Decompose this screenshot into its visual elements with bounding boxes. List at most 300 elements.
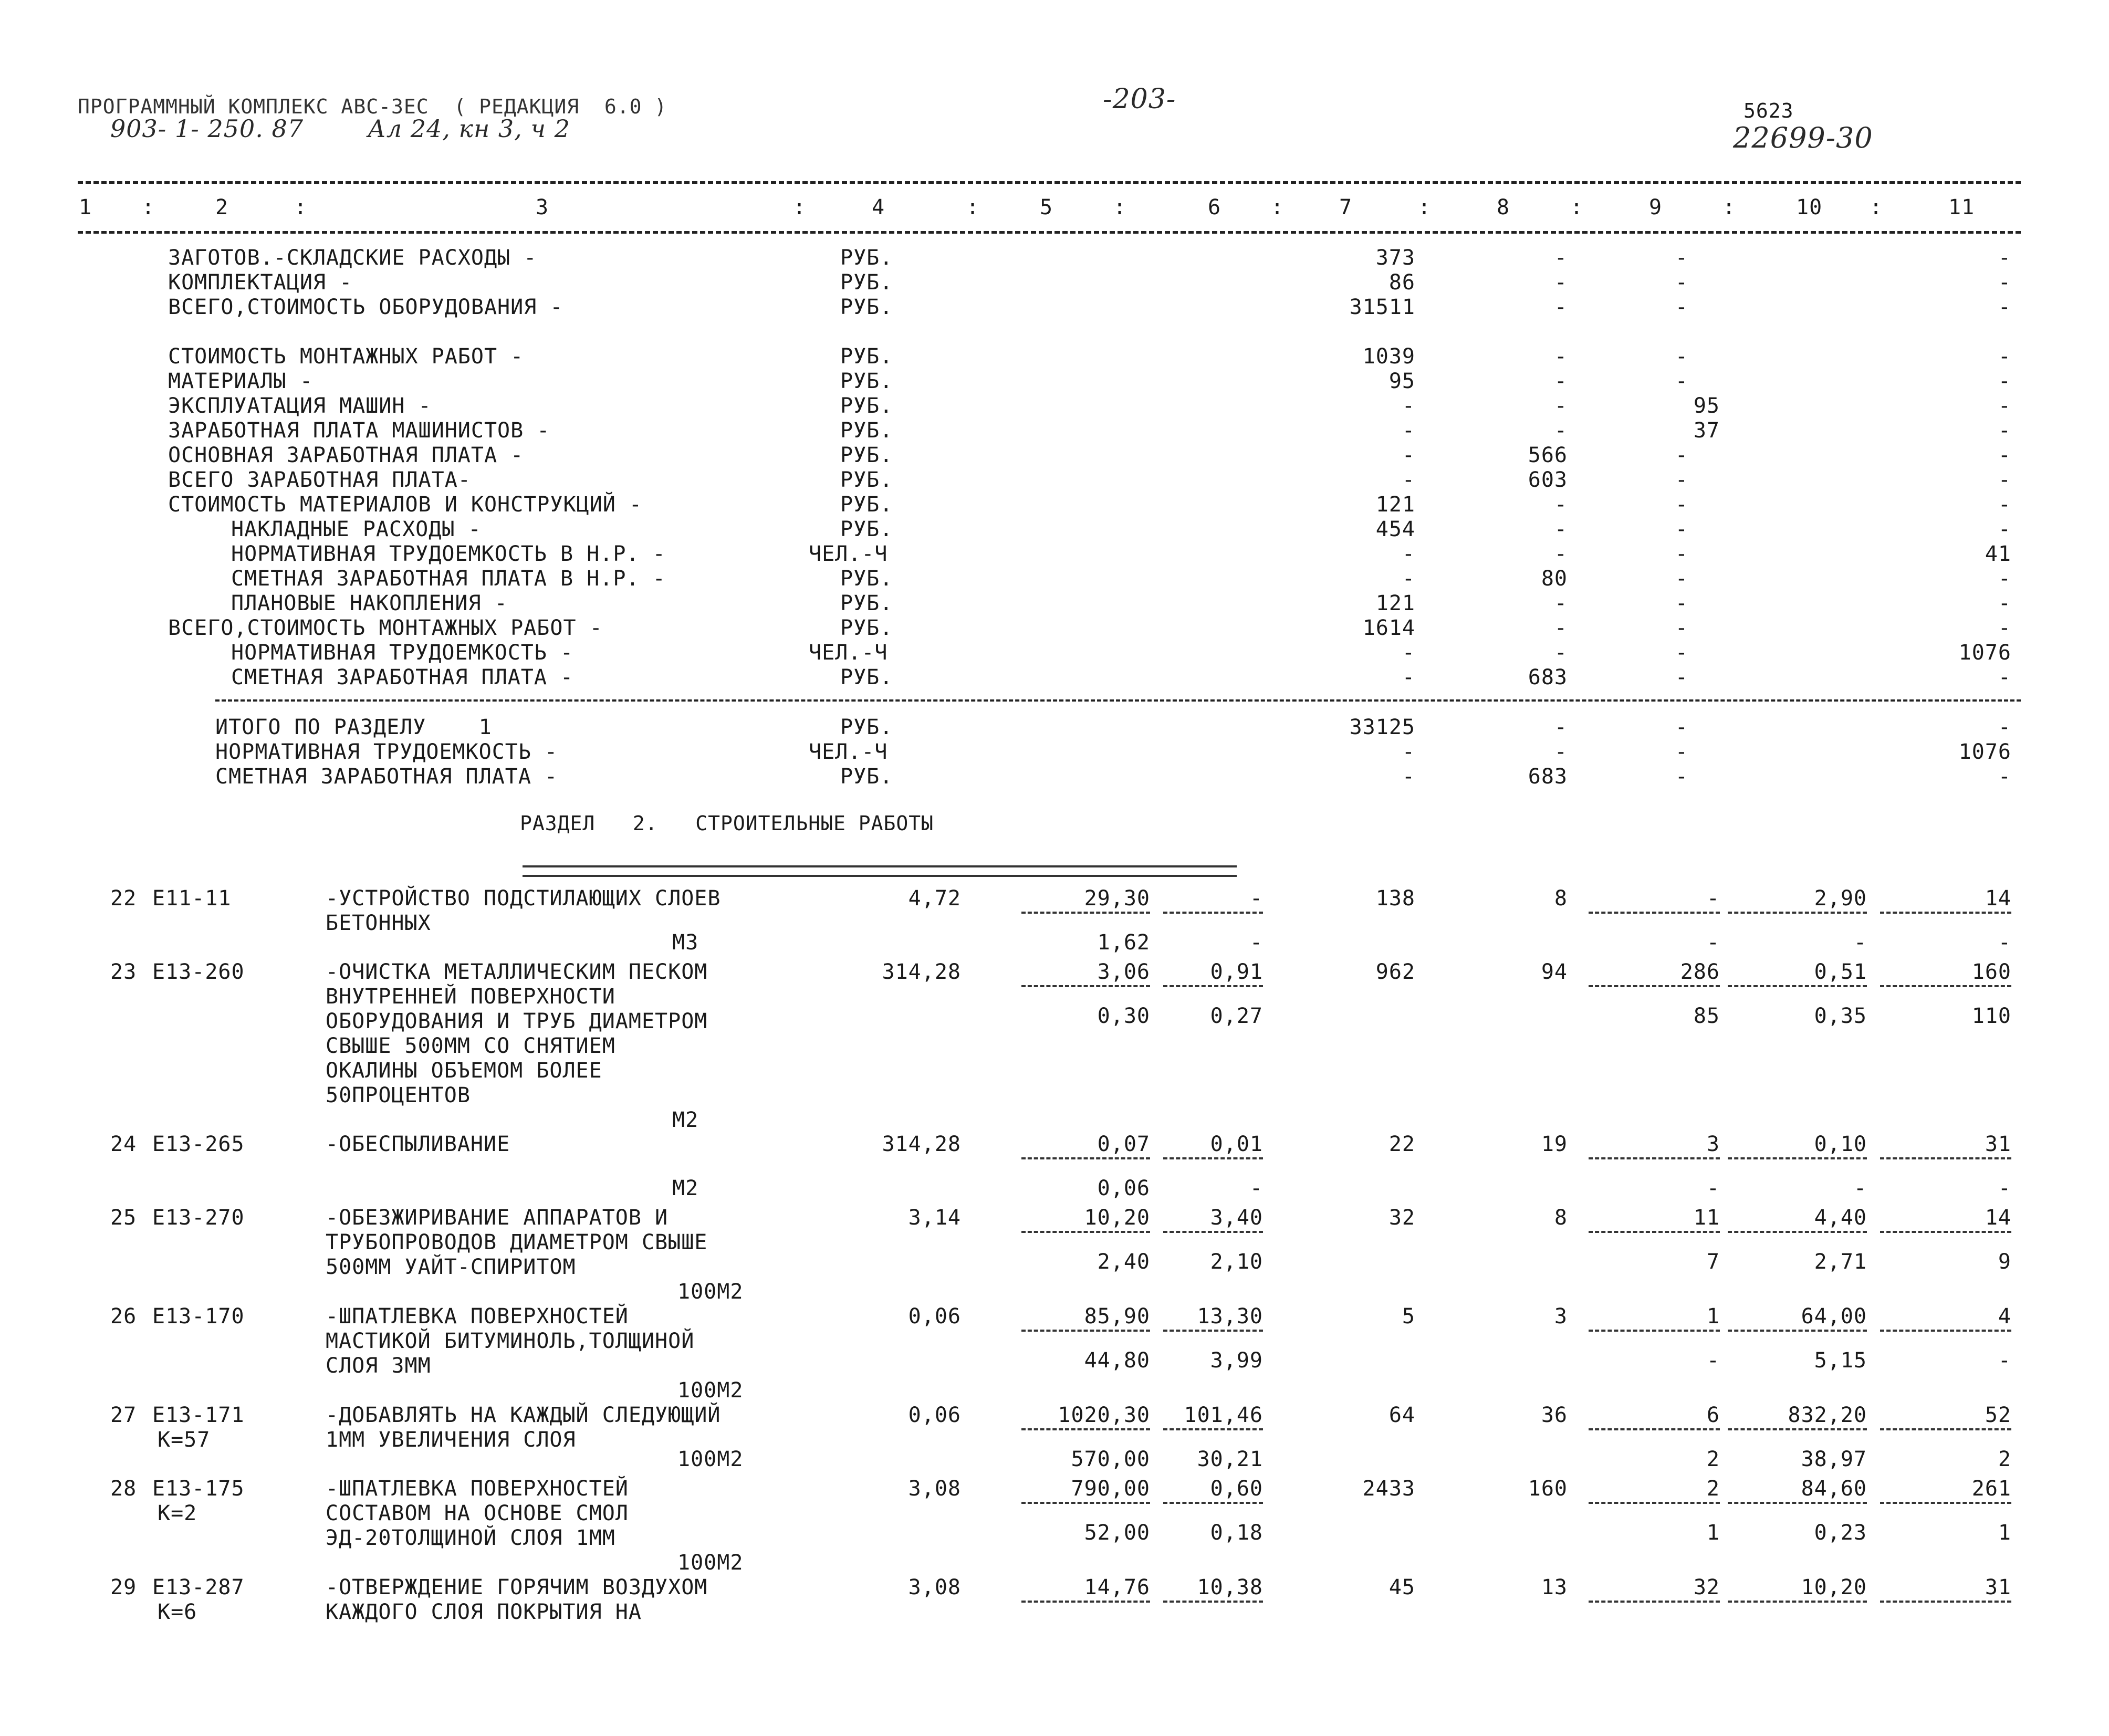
item-cell-c9-second: - (1706, 930, 1720, 955)
totals-cell-c7: 33125 (1349, 715, 1415, 739)
summary-row-unit: ЧЕЛ.-Ч (809, 641, 888, 665)
item-description-line: БЕТОННЫХ (326, 911, 431, 935)
item-cell-c10-second: 5,15 (1814, 1348, 1867, 1373)
summary-cell-c11: 1076 (1958, 641, 2011, 665)
item-subrule-c5 (1021, 985, 1150, 987)
item-cell-c6-second: 3,99 (1210, 1348, 1263, 1373)
item-cell-c10-second: - (1853, 930, 1867, 955)
item-subrule-c11 (1880, 1502, 2011, 1504)
summary-cell-c8: 566 (1528, 443, 1568, 467)
item-description-line: -ОЧИСТКА МЕТАЛЛИЧЕСКИМ ПЕСКОМ (326, 960, 708, 984)
item-cell-c6: 13,30 (1197, 1304, 1263, 1329)
item-subrule-c11 (1880, 1157, 2011, 1159)
summary-cell-c7: - (1402, 641, 1415, 665)
item-subrule-c5 (1021, 1157, 1150, 1159)
summary-row-label: ЗАГОТОВ.-СКЛАДСКИЕ РАСХОДЫ - (168, 246, 537, 270)
summary-row-label: НАКЛАДНЫЕ РАСХОДЫ - (231, 517, 482, 541)
item-cell-c6: 0,91 (1210, 960, 1263, 984)
item-subrule-c6 (1163, 985, 1263, 987)
column-header: 2 (215, 195, 229, 219)
item-cell-c11: 14 (1985, 1206, 2011, 1230)
item-unit: 100М2 (677, 1551, 744, 1575)
item-description-line: -ОБЕСПЫЛИВАНИЕ (326, 1132, 510, 1156)
item-cell-c10: 0,10 (1814, 1132, 1867, 1156)
item-cell-c6: 3,40 (1210, 1206, 1263, 1230)
summary-row-unit: РУБ. (840, 616, 893, 640)
totals-cell-c11: - (1998, 765, 2011, 789)
item-subrule-c9 (1589, 1428, 1720, 1430)
item-code: Е13-265 (152, 1132, 245, 1156)
item-cell-c5: 10,20 (1084, 1206, 1150, 1230)
code-top: 5623 (1743, 99, 1794, 122)
summary-cell-c11: - (1998, 419, 2011, 443)
item-cell-c11-second: 1 (1998, 1521, 2011, 1545)
item-unit: М2 (672, 1176, 699, 1200)
item-cell-c8: 13 (1541, 1575, 1568, 1599)
summary-row-unit: РУБ. (840, 246, 893, 270)
column-separator: : (966, 195, 980, 219)
totals-row-unit: ЧЕЛ.-Ч (809, 740, 888, 764)
item-cell-c9: - (1706, 886, 1720, 911)
summary-cell-c7: 373 (1375, 246, 1415, 270)
item-cell-c8: 36 (1541, 1403, 1568, 1427)
item-subrule-c9 (1589, 1601, 1720, 1603)
item-quantity: 3,14 (908, 1206, 961, 1230)
item-cell-c10: 2,90 (1814, 886, 1867, 911)
item-cell-c8: 8 (1554, 886, 1568, 911)
summary-cell-c7: - (1402, 419, 1415, 443)
item-description-line: -УСТРОЙСТВО ПОДСТИЛАЮЩИХ СЛОЕВ (326, 886, 721, 911)
summary-cell-c7: 1039 (1362, 344, 1415, 369)
summary-cell-c9: - (1675, 591, 1688, 615)
totals-row-label: НОРМАТИВНАЯ ТРУДОЕМКОСТЬ - (215, 740, 558, 764)
summary-cell-c9: 37 (1693, 419, 1720, 443)
item-coefficient: К=57 (158, 1428, 211, 1452)
totals-row-unit: РУБ. (840, 765, 893, 789)
summary-cell-c9: - (1675, 369, 1688, 393)
summary-cell-c7: 86 (1388, 270, 1415, 295)
column-header: 10 (1796, 195, 1823, 219)
item-cell-c9-second: 1 (1706, 1521, 1720, 1545)
item-number: 29 (110, 1575, 137, 1599)
item-cell-c5: 1020,30 (1058, 1403, 1150, 1427)
item-cell-c5-second: 1,62 (1097, 930, 1150, 955)
item-subrule-c5 (1021, 1330, 1150, 1332)
item-cell-c9-second: 2 (1706, 1447, 1720, 1471)
item-quantity: 314,28 (882, 1132, 961, 1156)
summary-cell-c9: - (1675, 246, 1688, 270)
item-quantity: 3,08 (908, 1477, 961, 1501)
item-cell-c5-second: 570,00 (1071, 1447, 1150, 1471)
summary-cell-c8: - (1554, 369, 1568, 393)
item-unit: 100М2 (677, 1447, 744, 1471)
item-description-line: -ШПАТЛЕВКА ПОВЕРХНОСТЕЙ (326, 1304, 629, 1329)
column-header: 8 (1497, 195, 1510, 219)
item-description-line: -ДОБАВЛЯТЬ НА КАЖДЫЙ СЛЕДУЮЩИЙ (326, 1403, 721, 1427)
summary-row-label: СМЕТНАЯ ЗАРАБОТНАЯ ПЛАТА - (231, 665, 574, 689)
item-cell-c6: 0,01 (1210, 1132, 1263, 1156)
item-subrule-c10 (1728, 1330, 1867, 1332)
totals-cell-c11: 1076 (1958, 740, 2011, 764)
item-subrule-c9 (1589, 985, 1720, 987)
item-subrule-c10 (1728, 1601, 1867, 1603)
summary-row-unit: РУБ. (840, 394, 893, 418)
item-number: 23 (110, 960, 137, 984)
item-subrule-c6 (1163, 1428, 1263, 1430)
item-subrule-c11 (1880, 912, 2011, 914)
item-cell-c8: 94 (1541, 960, 1568, 984)
summary-cell-c11: - (1998, 665, 2011, 689)
item-cell-c9-second: 7 (1706, 1250, 1720, 1274)
summary-cell-c7: - (1402, 542, 1415, 566)
page-number: -203- (1103, 83, 1176, 115)
item-unit: М3 (672, 930, 699, 955)
column-separator: : (1113, 195, 1127, 219)
summary-cell-c9: - (1675, 443, 1688, 467)
item-subrule-c11 (1880, 1330, 2011, 1332)
item-cell-c6: 0,60 (1210, 1477, 1263, 1501)
item-subrule-c5 (1021, 912, 1150, 914)
totals-cell-c8: 683 (1528, 765, 1568, 789)
item-cell-c5: 0,07 (1097, 1132, 1150, 1156)
item-number: 26 (110, 1304, 137, 1329)
item-cell-c11: 160 (1971, 960, 2011, 984)
summary-cell-c11: - (1998, 394, 2011, 418)
section-double-rule (523, 865, 1237, 877)
item-cell-c10: 0,51 (1814, 960, 1867, 984)
summary-row-unit: РУБ. (840, 270, 893, 295)
item-cell-c6-second: - (1249, 930, 1263, 955)
summary-row-unit: РУБ. (840, 369, 893, 393)
item-code: Е13-170 (152, 1304, 245, 1329)
item-description-line: СВЫШЕ 500ММ СО СНЯТИЕМ (326, 1034, 615, 1058)
item-cell-c6-second: 2,10 (1210, 1250, 1263, 1274)
item-cell-c5: 14,76 (1084, 1575, 1150, 1599)
item-description-line: 500ММ УАЙТ-СПИРИТОМ (326, 1255, 576, 1279)
item-subrule-c11 (1880, 1601, 2011, 1603)
summary-cell-c7: 121 (1375, 493, 1415, 517)
totals-cell-c9: - (1675, 740, 1688, 764)
summary-row-unit: РУБ. (840, 295, 893, 319)
summary-cell-c11: - (1998, 270, 2011, 295)
item-cell-c11-second: - (1998, 1348, 2011, 1373)
summary-cell-c11: - (1998, 493, 2011, 517)
totals-cell-c11: - (1998, 715, 2011, 739)
item-subrule-c6 (1163, 1330, 1263, 1332)
summary-row-label: ПЛАНОВЫЕ НАКОПЛЕНИЯ - (231, 591, 508, 615)
summary-row-unit: РУБ. (840, 591, 893, 615)
program-header: ПРОГРАММНЫЙ КОМПЛЕКС АВС-ЗЕС ( РЕДАКЦИЯ 6.0 ) (78, 95, 667, 118)
item-description-line: ВНУТРЕННЕЙ ПОВЕРХНОСТИ (326, 985, 615, 1009)
item-cell-c9-second: - (1706, 1176, 1720, 1200)
item-code: Е13-287 (152, 1575, 245, 1599)
project-number: 903- 1- 250. 87 (110, 114, 304, 143)
item-description-line: 50ПРОЦЕНТОВ (326, 1083, 471, 1107)
column-header: 4 (872, 195, 885, 219)
summary-cell-c8: 80 (1541, 567, 1568, 591)
summary-row-unit: РУБ. (840, 443, 893, 467)
item-quantity: 4,72 (908, 886, 961, 911)
item-cell-c9: 286 (1680, 960, 1720, 984)
item-cell-c10-second: 38,97 (1801, 1447, 1867, 1471)
item-cell-c10: 4,40 (1814, 1206, 1867, 1230)
album-reference: Ал 24, кн 3, ч 2 (368, 114, 570, 143)
summary-cell-c11: - (1998, 443, 2011, 467)
item-cell-c7: 22 (1388, 1132, 1415, 1156)
column-separator: : (1418, 195, 1432, 219)
item-cell-c9: 1 (1706, 1304, 1720, 1329)
item-description-line: СЛОЯ 3ММ (326, 1354, 431, 1378)
item-cell-c6-second: 0,27 (1210, 1004, 1263, 1028)
summary-cell-c11: - (1998, 246, 2011, 270)
item-subrule-c6 (1163, 1601, 1263, 1603)
summary-cell-c8: - (1554, 394, 1568, 418)
summary-cell-c9: - (1675, 616, 1688, 640)
summary-row-label: ЗАРАБОТНАЯ ПЛАТА МАШИНИСТОВ - (168, 419, 550, 443)
item-description-line: МАСТИКОЙ БИТУМИНОЛЬ,ТОЛЩИНОЙ (326, 1329, 695, 1353)
item-cell-c11-second: - (1998, 930, 2011, 955)
item-subrule-c5 (1021, 1231, 1150, 1233)
summary-cell-c8: - (1554, 419, 1568, 443)
summary-row-label: ВСЕГО ЗАРАБОТНАЯ ПЛАТА- (168, 468, 471, 492)
item-cell-c7: 138 (1375, 886, 1415, 911)
column-header: 3 (536, 195, 549, 219)
summary-row-unit: РУБ. (840, 517, 893, 541)
summary-row-label: НОРМАТИВНАЯ ТРУДОЕМКОСТЬ В Н.Р. - (231, 542, 666, 566)
item-cell-c6: - (1249, 886, 1263, 911)
summary-row-label: КОМПЛЕКТАЦИЯ - (168, 270, 353, 295)
item-subrule-c6 (1163, 912, 1263, 914)
summary-row-label: СТОИМОСТЬ МАТЕРИАЛОВ И КОНСТРУКЦИЙ - (168, 493, 642, 517)
summary-cell-c8: - (1554, 616, 1568, 640)
item-subrule-c10 (1728, 1157, 1867, 1159)
summary-row-unit: РУБ. (840, 468, 893, 492)
item-subrule-c5 (1021, 1428, 1150, 1430)
item-cell-c9-second: 85 (1693, 1004, 1720, 1028)
item-cell-c7: 5 (1402, 1304, 1415, 1329)
summary-cell-c8: - (1554, 542, 1568, 566)
item-cell-c7: 45 (1388, 1575, 1415, 1599)
item-cell-c5-second: 44,80 (1084, 1348, 1150, 1373)
item-description-line: -ОТВЕРЖДЕНИЕ ГОРЯЧИМ ВОЗДУХОМ (326, 1575, 708, 1599)
summary-cell-c9: - (1675, 542, 1688, 566)
totals-row-label: ИТОГО ПО РАЗДЕЛУ 1 (215, 715, 492, 739)
item-cell-c10-second: - (1853, 1176, 1867, 1200)
summary-row-label: ЭКСПЛУАТАЦИЯ МАШИН - (168, 394, 432, 418)
summary-cell-c7: - (1402, 394, 1415, 418)
summary-cell-c11: - (1998, 344, 2011, 369)
item-subrule-c10 (1728, 1231, 1867, 1233)
item-cell-c7: 2433 (1362, 1477, 1415, 1501)
summary-cell-c7: - (1402, 468, 1415, 492)
item-cell-c11: 4 (1998, 1304, 2011, 1329)
summary-row-label: ОСНОВНАЯ ЗАРАБОТНАЯ ПЛАТА - (168, 443, 524, 467)
item-code: Е13-175 (152, 1477, 245, 1501)
item-cell-c7: 32 (1388, 1206, 1415, 1230)
item-cell-c5: 790,00 (1071, 1477, 1150, 1501)
item-cell-c9: 6 (1706, 1403, 1720, 1427)
item-unit: 100М2 (677, 1280, 744, 1304)
summary-cell-c11: - (1998, 295, 2011, 319)
summary-cell-c9: - (1675, 567, 1688, 591)
item-cell-c10: 10,20 (1801, 1575, 1867, 1599)
item-cell-c5-second: 2,40 (1097, 1250, 1150, 1274)
summary-cell-c8: - (1554, 493, 1568, 517)
item-cell-c8: 160 (1528, 1477, 1568, 1501)
summary-row-unit: РУБ. (840, 567, 893, 591)
summary-cell-c9: - (1675, 468, 1688, 492)
column-header: 1 (79, 195, 92, 219)
item-cell-c9: 32 (1693, 1575, 1720, 1599)
column-separator: : (142, 195, 155, 219)
summary-cell-c11: - (1998, 468, 2011, 492)
summary-row-unit: РУБ. (840, 493, 893, 517)
column-header: 11 (1948, 195, 1975, 219)
item-cell-c6: 10,38 (1197, 1575, 1263, 1599)
header-rule-top (78, 181, 2021, 184)
summary-row-unit: РУБ. (840, 665, 893, 689)
totals-cell-c7: - (1402, 765, 1415, 789)
item-unit: М2 (672, 1108, 699, 1132)
item-description-line: СОСТАВОМ НА ОСНОВЕ СМОЛ (326, 1501, 629, 1525)
column-separator: : (793, 195, 807, 219)
item-description-line: ЭД-20ТОЛЩИНОЙ СЛОЯ 1ММ (326, 1526, 615, 1550)
item-subrule-c11 (1880, 985, 2011, 987)
item-cell-c8: 8 (1554, 1206, 1568, 1230)
item-description-line: -ШПАТЛЕВКА ПОВЕРХНОСТЕЙ (326, 1477, 629, 1501)
summary-cell-c7: 1614 (1362, 616, 1415, 640)
summary-cell-c7: 454 (1375, 517, 1415, 541)
totals-cell-c8: - (1554, 740, 1568, 764)
item-description-line: ОКАЛИНЫ ОБЪЕМОМ БОЛЕЕ (326, 1059, 602, 1083)
item-cell-c6: 101,46 (1184, 1403, 1263, 1427)
summary-row-label: СТОИМОСТЬ МОНТАЖНЫХ РАБОТ - (168, 344, 524, 369)
column-header: 5 (1040, 195, 1053, 219)
summary-cell-c11: - (1998, 591, 2011, 615)
summary-cell-c11: - (1998, 616, 2011, 640)
column-header: 6 (1208, 195, 1221, 219)
item-subrule-c9 (1589, 1502, 1720, 1504)
item-number: 28 (110, 1477, 137, 1501)
summary-cell-c11: 41 (1985, 542, 2011, 566)
summary-row-unit: ЧЕЛ.-Ч (809, 542, 888, 566)
summary-cell-c7: - (1402, 665, 1415, 689)
item-subrule-c10 (1728, 985, 1867, 987)
item-number: 27 (110, 1403, 137, 1427)
item-cell-c5-second: 0,30 (1097, 1004, 1150, 1028)
item-subrule-c9 (1589, 1231, 1720, 1233)
column-header: 7 (1339, 195, 1353, 219)
item-subrule-c11 (1880, 1231, 2011, 1233)
column-separator: : (294, 195, 308, 219)
summary-cell-c8: 683 (1528, 665, 1568, 689)
item-cell-c5-second: 0,06 (1097, 1176, 1150, 1200)
item-cell-c10: 64,00 (1801, 1304, 1867, 1329)
summary-cell-c9: - (1675, 493, 1688, 517)
item-description-line: 1ММ УВЕЛИЧЕНИЯ СЛОЯ (326, 1428, 576, 1452)
item-subrule-c5 (1021, 1502, 1150, 1504)
item-cell-c7: 962 (1375, 960, 1415, 984)
summary-cell-c11: - (1998, 567, 2011, 591)
summary-cell-c8: - (1554, 246, 1568, 270)
item-cell-c6-second: - (1249, 1176, 1263, 1200)
item-cell-c11-second: 110 (1971, 1004, 2011, 1028)
summary-row-label: ВСЕГО,СТОИМОСТЬ МОНТАЖНЫХ РАБОТ - (168, 616, 603, 640)
item-subrule-c6 (1163, 1157, 1263, 1159)
summary-row-label: НОРМАТИВНАЯ ТРУДОЕМКОСТЬ - (231, 641, 574, 665)
item-cell-c5: 3,06 (1097, 960, 1150, 984)
summary-cell-c9: - (1675, 665, 1688, 689)
column-separator: : (1271, 195, 1285, 219)
item-description-line: -ОБЕЗЖИРИВАНИЕ АППАРАТОВ И (326, 1206, 669, 1230)
summary-cell-c9: - (1675, 270, 1688, 295)
code-bottom: 22699-30 (1733, 121, 1873, 154)
summary-cell-c9: - (1675, 295, 1688, 319)
item-cell-c9: 2 (1706, 1477, 1720, 1501)
section-title: РАЗДЕЛ 2. СТРОИТЕЛЬНЫЕ РАБОТЫ (520, 812, 934, 835)
column-separator: : (1570, 195, 1584, 219)
totals-cell-c9: - (1675, 715, 1688, 739)
item-description-line: КАЖДОГО СЛОЯ ПОКРЫТИЯ НА (326, 1600, 642, 1624)
item-subrule-c6 (1163, 1502, 1263, 1504)
item-description-line: ОБОРУДОВАНИЯ И ТРУБ ДИАМЕТРОМ (326, 1009, 708, 1033)
item-cell-c11: 14 (1985, 886, 2011, 911)
item-quantity: 0,06 (908, 1304, 961, 1329)
summary-cell-c7: - (1402, 443, 1415, 467)
item-cell-c8: 3 (1554, 1304, 1568, 1329)
summary-cell-c11: - (1998, 369, 2011, 393)
summary-cell-c9: - (1675, 517, 1688, 541)
item-coefficient: К=6 (158, 1600, 197, 1624)
summary-cell-c9: 95 (1693, 394, 1720, 418)
summary-cell-c8: 603 (1528, 468, 1568, 492)
summary-cell-c7: 95 (1388, 369, 1415, 393)
item-quantity: 3,08 (908, 1575, 961, 1599)
item-cell-c11: 31 (1985, 1132, 2011, 1156)
column-separator: : (1722, 195, 1736, 219)
item-cell-c11: 31 (1985, 1575, 2011, 1599)
item-subrule-c10 (1728, 912, 1867, 914)
item-subrule-c5 (1021, 1601, 1150, 1603)
item-cell-c9-second: - (1706, 1348, 1720, 1373)
summary-cell-c8: - (1554, 517, 1568, 541)
totals-row-unit: РУБ. (840, 715, 893, 739)
summary-cell-c9: - (1675, 344, 1688, 369)
item-cell-c6-second: 30,21 (1197, 1447, 1263, 1471)
item-code: Е13-171 (152, 1403, 245, 1427)
summary-row-unit: РУБ. (840, 419, 893, 443)
item-subrule-c9 (1589, 912, 1720, 914)
item-cell-c10-second: 0,35 (1814, 1004, 1867, 1028)
item-code: Е13-270 (152, 1206, 245, 1230)
item-cell-c10: 832,20 (1788, 1403, 1867, 1427)
summary-row-label: СМЕТНАЯ ЗАРАБОТНАЯ ПЛАТА В Н.Р. - (231, 567, 666, 591)
summary-cell-c11: - (1998, 517, 2011, 541)
summary-cell-c8: - (1554, 641, 1568, 665)
summary-cell-c8: - (1554, 295, 1568, 319)
item-code: Е13-260 (152, 960, 245, 984)
item-cell-c11-second: - (1998, 1176, 2011, 1200)
item-cell-c10-second: 0,23 (1814, 1521, 1867, 1545)
summary-cell-c8: - (1554, 270, 1568, 295)
summary-cell-c7: 121 (1375, 591, 1415, 615)
summary-row-label: МАТЕРИАЛЫ - (168, 369, 313, 393)
summary-cell-c7: - (1402, 567, 1415, 591)
totals-cell-c8: - (1554, 715, 1568, 739)
item-number: 24 (110, 1132, 137, 1156)
item-subrule-c10 (1728, 1428, 1867, 1430)
item-cell-c10-second: 2,71 (1814, 1250, 1867, 1274)
